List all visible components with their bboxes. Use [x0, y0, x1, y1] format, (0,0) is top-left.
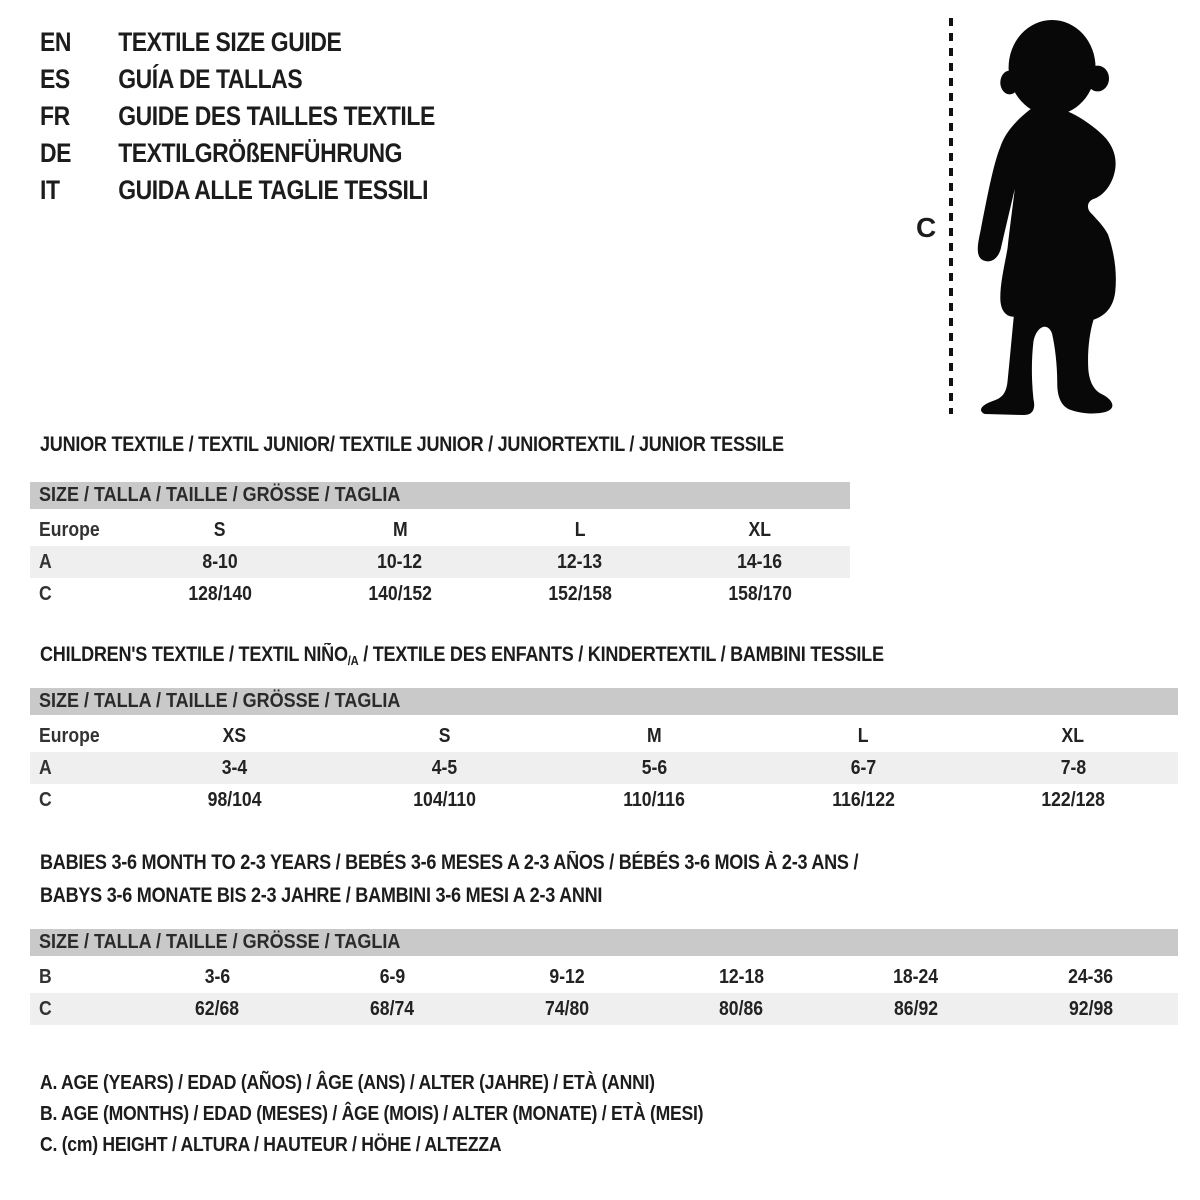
- cell: 122/128: [1041, 788, 1105, 811]
- children-size-table: [30, 688, 1178, 816]
- cell: 98/104: [207, 788, 262, 811]
- cell: S: [214, 518, 226, 541]
- cell: 5-6: [641, 756, 667, 779]
- page-title: TEXTILE SIZE GUIDE: [118, 27, 342, 57]
- cell: 86/92: [893, 997, 938, 1020]
- cell: 24-36: [1068, 965, 1114, 988]
- cell: 80/86: [719, 997, 764, 1020]
- height-measure-label: C: [916, 212, 937, 243]
- legend-line-b: B. AGE (MONTHS) / EDAD (MESES) / ÂGE (MOIS) / ALTER (MONATE) / ETÀ (MESI): [40, 1103, 704, 1125]
- cell: 9-12: [549, 965, 585, 988]
- junior-section-heading: JUNIOR TEXTILE / TEXTIL JUNIOR/ TEXTILE JUNIOR / JUNIORTEXTIL / JUNIOR TESSILE: [40, 433, 784, 456]
- cell: 104/110: [413, 788, 476, 811]
- children-section-heading: [40, 643, 884, 668]
- table-row: [30, 546, 850, 578]
- children-heading-sub: /A: [347, 653, 359, 668]
- lang-code: FR: [40, 101, 70, 131]
- lang-code: IT: [40, 175, 60, 205]
- language-title-list: [40, 24, 435, 209]
- junior-size-header-bar: [30, 482, 850, 509]
- row-label: C: [39, 788, 52, 811]
- baby-silhouette: [962, 16, 1138, 418]
- row-label: Europe: [39, 518, 100, 541]
- size-header-text: SIZE / TALLA / TAILLE / GRÖSSE / TAGLIA: [39, 690, 401, 712]
- cell: 8-10: [202, 550, 238, 573]
- cell: 128/140: [188, 582, 252, 605]
- children-heading-pre: CHILDREN'S TEXTILE / TEXTIL NIÑO: [40, 643, 348, 666]
- cell: 110/116: [623, 788, 685, 811]
- legend-line-c: C. (cm) HEIGHT / ALTURA / HAUTEUR / HÖHE / ALTEZZA: [40, 1134, 502, 1156]
- cell: 14-16: [737, 550, 783, 573]
- cell: 7-8: [1060, 756, 1086, 779]
- cell: L: [858, 724, 869, 747]
- legend-line-a: A. AGE (YEARS) / EDAD (AÑOS) / ÂGE (ANS) / ALTER (JAHRE) / ETÀ (ANNI): [40, 1072, 655, 1094]
- lang-row-de: [40, 135, 435, 172]
- children-size-header-bar: [30, 688, 1178, 715]
- row-label: Europe: [39, 724, 100, 747]
- table-row: [30, 961, 1178, 993]
- page-title-de: TEXTILGRÖßENFÜHRUNG: [118, 138, 403, 168]
- lang-code: ES: [40, 64, 70, 94]
- cell: 62/68: [195, 997, 240, 1020]
- cell: 18-24: [893, 965, 939, 988]
- page-title-fr: GUIDE DES TAILLES TEXTILE: [118, 101, 435, 131]
- babies-size-header-bar: [30, 929, 1178, 956]
- cell: 74/80: [544, 997, 589, 1020]
- row-label: C: [39, 582, 52, 605]
- page-title-it: GUIDA ALLE TAGLIE TESSILI: [118, 175, 429, 205]
- row-label: A: [39, 756, 52, 779]
- lang-code: EN: [40, 27, 72, 57]
- table-row: [30, 514, 850, 546]
- cell: XL: [1061, 724, 1085, 747]
- row-label: B: [39, 965, 52, 988]
- children-heading-post: / TEXTILE DES ENFANTS / KINDERTEXTIL / BAMBINI TESSILE: [358, 643, 884, 666]
- table-row: [30, 993, 1178, 1025]
- cell: 158/170: [728, 582, 792, 605]
- lang-row-en: [40, 24, 435, 61]
- table-row: [30, 578, 850, 610]
- table-row: [30, 720, 1178, 752]
- lang-row-it: [40, 172, 435, 209]
- height-measure-dashed-line: [949, 18, 953, 414]
- table-row: [30, 752, 1178, 784]
- cell: 3-4: [222, 756, 248, 779]
- cell: 140/152: [368, 582, 432, 605]
- cell: 116/122: [832, 788, 895, 811]
- cell: 152/158: [548, 582, 612, 605]
- cell: 92/98: [1068, 997, 1113, 1020]
- cell: 4-5: [431, 756, 458, 779]
- row-label: A: [39, 550, 52, 573]
- lang-row-fr: [40, 98, 435, 135]
- babies-heading-line1: BABIES 3-6 MONTH TO 2-3 YEARS / BEBÉS 3-6 MESES A 2-3 AÑOS / BÉBÉS 3-6 MOIS À 2-3 ANS /: [40, 851, 859, 874]
- lang-row-es: [40, 61, 435, 98]
- size-header-text: SIZE / TALLA / TAILLE / GRÖSSE / TAGLIA: [39, 931, 401, 953]
- cell: 6-9: [379, 965, 405, 988]
- cell: L: [574, 518, 586, 541]
- cell: 68/74: [369, 997, 415, 1020]
- table-row: [30, 784, 1178, 816]
- junior-size-table: [30, 482, 850, 610]
- cell: 10-12: [377, 550, 423, 573]
- cell: M: [646, 724, 662, 747]
- legend: [40, 1068, 703, 1161]
- babies-section-heading: [40, 846, 858, 912]
- cell: M: [392, 518, 408, 541]
- lang-code: DE: [40, 138, 72, 168]
- cell: S: [438, 724, 451, 747]
- size-header-text: SIZE / TALLA / TAILLE / GRÖSSE / TAGLIA: [39, 484, 401, 506]
- row-label: C: [39, 997, 52, 1020]
- babies-size-table: [30, 929, 1178, 1025]
- cell: XS: [223, 724, 247, 747]
- cell: 3-6: [204, 965, 231, 988]
- cell: 12-13: [557, 550, 603, 573]
- babies-heading-line2: BABYS 3-6 MONATE BIS 2-3 JAHRE / BAMBINI 3-6 MESI A 2-3 ANNI: [40, 884, 603, 907]
- page-title-es: GUÍA DE TALLAS: [118, 64, 303, 94]
- cell: XL: [748, 518, 772, 541]
- cell: 6-7: [850, 756, 877, 779]
- cell: 12-18: [718, 965, 764, 988]
